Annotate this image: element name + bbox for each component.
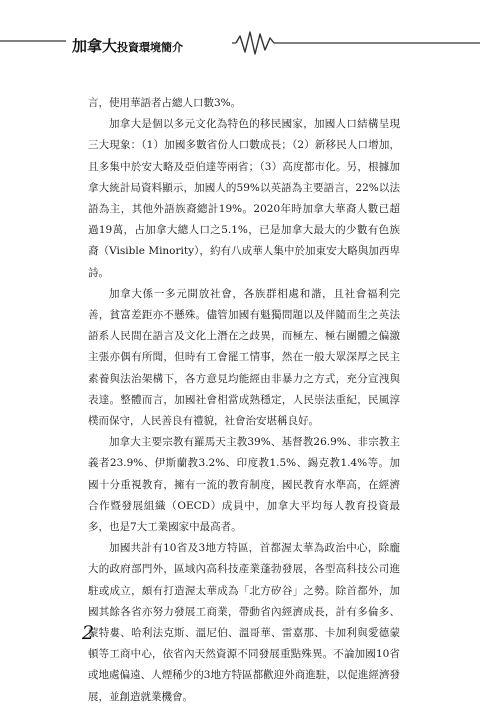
paragraph-society: 加拿大係一多元開放社會，各族群相處和諧，且社會福利完善，貧富差距亦不懸殊。儘管加國有魁獨問題以及伴隨而生之英法語系人民間在語言及文化上潛在之歧異，而極左、極右團體之偏激主張亦偶有所聞，但時有工會罷工情事，然在一般大眾深厚之民主素養與法治架構下，各方意見均能經由非暴力之方式，充分宣洩與表達。整體而言，加國社會相當成熟穩定，人民崇法重紀，民風淳樸而保守，人民善良有禮貌，社會治安堪稱良好。 [88, 287, 400, 428]
paragraph-population: 加拿大是個以多元文化為特色的移民國家，加國人口結構呈現三大現象：（1）加國多數省份人口數成長；（2）新移民人口增加，且多集中於安大略及亞伯達等兩省；（3）高度都市化。另，根據加拿大統計局資料顯示，加國人的59%以英語為主要語言，22%以法語為主，其他外語族裔總計19%。2020年時加拿大華裔人數已超過19萬，占加拿大總人口之5.1%，已是加拿大最大的少數有色族裔（Visible Minority），約有八成華人集中於加東安大略與加西卑詩。 [88, 118, 400, 279]
header-title-sub: 投資環境簡介 [117, 41, 184, 54]
paragraph-religion-education: 加拿大主要宗教有羅馬天主教39%、基督教26.9%、非宗教主義者23.9%、伊斯蘭教3.2%、印度教1.5%、錫克教1.4%等。加國十分重視教育，擁有一流的教育制度，國民教育水準高，在經濟合作暨發展組織（OECD）成員中，加拿大平均每人教育投資最多，也是7大工業國家中最高者。 [88, 436, 400, 534]
paragraph-provinces: 加國共計有10省及3地方特區，首都渥太華為政治中心，除龐大的政府部門外，區域內高科技產業蓬勃發展，各型高科技公司進駐或成立，頗有打造渥太華成為「北方矽谷」之勢。除首都外，加國其餘各省亦努力發展工商業，帶動省內經濟成長，計有多倫多、蒙特婁、哈利法克斯、溫尼伯、溫哥華、雷嘉那、卡加利與愛德蒙頓等工商中心，依省內天然資源不同發展重點殊異。不論加國10省或地處偏遠、人煙稀少的3地方特區都歡迎外商進駐，以促進經濟發展，並創造就業機會。 [88, 542, 400, 703]
body-text [88, 93, 400, 708]
paragraph-continuation: 言，使用華語者占總人口數3%。 [88, 97, 242, 109]
header-title-main: 加拿大 [72, 37, 118, 55]
header-title [72, 35, 183, 56]
page-number: 2 [82, 622, 95, 644]
running-header [0, 28, 480, 68]
